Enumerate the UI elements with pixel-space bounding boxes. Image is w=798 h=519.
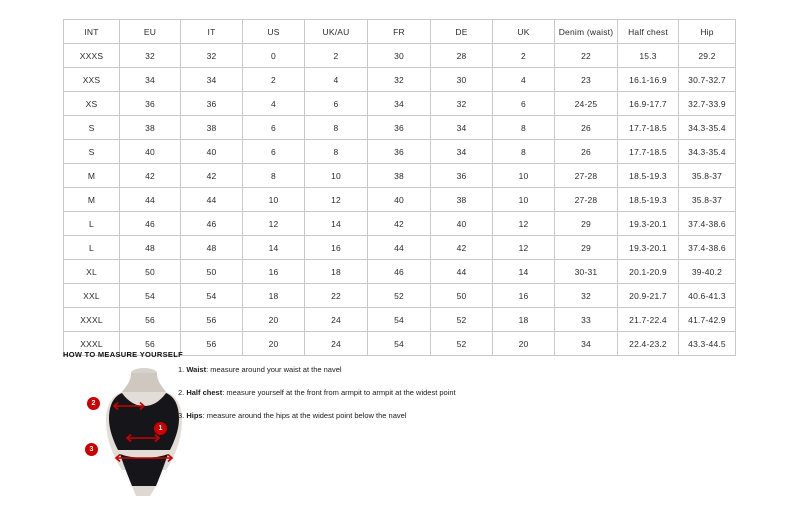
cell-us: 2 xyxy=(243,68,305,92)
cell-it: 54 xyxy=(181,284,243,308)
instruction-text: : measure yourself at the front from armpit to armpit at the widest point xyxy=(222,388,456,397)
cell-denim: 29 xyxy=(555,212,618,236)
cell-eu: 38 xyxy=(120,116,181,140)
cell-uk-au: 22 xyxy=(305,284,368,308)
cell-uk-au: 8 xyxy=(305,116,368,140)
cell-de: 32 xyxy=(431,92,493,116)
column-header-us: US xyxy=(243,20,305,44)
instruction-number: 3. xyxy=(178,411,187,420)
cell-fr: 38 xyxy=(368,164,431,188)
cell-fr: 42 xyxy=(368,212,431,236)
cell-it: 46 xyxy=(181,212,243,236)
cell-us: 18 xyxy=(243,284,305,308)
cell-hip: 37.4-38.6 xyxy=(679,236,736,260)
cell-hip: 34.3-35.4 xyxy=(679,116,736,140)
cell-us: 8 xyxy=(243,164,305,188)
cell-eu: 40 xyxy=(120,140,181,164)
cell-it: 36 xyxy=(181,92,243,116)
cell-de: 50 xyxy=(431,284,493,308)
cell-de: 42 xyxy=(431,236,493,260)
cell-int: L xyxy=(64,236,120,260)
cell-de: 38 xyxy=(431,188,493,212)
cell-uk-au: 8 xyxy=(305,140,368,164)
cell-us: 20 xyxy=(243,308,305,332)
table-row xyxy=(64,92,736,116)
size-table xyxy=(63,19,736,356)
column-header-uk: UK xyxy=(493,20,555,44)
cell-de: 30 xyxy=(431,68,493,92)
cell-de: 52 xyxy=(431,332,493,356)
cell-hip: 34.3-35.4 xyxy=(679,140,736,164)
cell-eu: 48 xyxy=(120,236,181,260)
cell-fr: 36 xyxy=(368,140,431,164)
cell-fr: 54 xyxy=(368,308,431,332)
cell-denim: 24-25 xyxy=(555,92,618,116)
table-row xyxy=(64,284,736,308)
table-row xyxy=(64,164,736,188)
cell-eu: 56 xyxy=(120,332,181,356)
cell-hip: 29.2 xyxy=(679,44,736,68)
column-header-int: INT xyxy=(64,20,120,44)
column-header-uk-au: UK/AU xyxy=(305,20,368,44)
column-header-it: IT xyxy=(181,20,243,44)
cell-fr: 54 xyxy=(368,332,431,356)
cell-int: XS xyxy=(64,92,120,116)
cell-fr: 40 xyxy=(368,188,431,212)
cell-uk-au: 2 xyxy=(305,44,368,68)
cell-hip: 40.6-41.3 xyxy=(679,284,736,308)
cell-de: 28 xyxy=(431,44,493,68)
cell-hip: 35.8-37 xyxy=(679,188,736,212)
cell-uk: 12 xyxy=(493,212,555,236)
cell-int: S xyxy=(64,116,120,140)
cell-denim: 23 xyxy=(555,68,618,92)
cell-hip: 39-40.2 xyxy=(679,260,736,284)
table-row xyxy=(64,140,736,164)
instruction-hips xyxy=(178,410,598,421)
cell-uk-au: 12 xyxy=(305,188,368,212)
cell-int: XXXL xyxy=(64,308,120,332)
cell-uk: 14 xyxy=(493,260,555,284)
cell-uk: 16 xyxy=(493,284,555,308)
instruction-term: Waist xyxy=(186,365,207,374)
badge-half-chest: 2 xyxy=(87,397,100,410)
cell-uk-au: 24 xyxy=(305,308,368,332)
instruction-number: 2. xyxy=(178,388,187,397)
cell-int: XXXS xyxy=(64,44,120,68)
instruction-waist xyxy=(178,364,598,375)
cell-uk: 12 xyxy=(493,236,555,260)
cell-uk: 18 xyxy=(493,308,555,332)
cell-it: 50 xyxy=(181,260,243,284)
table-row xyxy=(64,260,736,284)
cell-half-chest: 15.3 xyxy=(618,44,679,68)
cell-hip: 37.4-38.6 xyxy=(679,212,736,236)
cell-denim: 29 xyxy=(555,236,618,260)
cell-hip: 41.7-42.9 xyxy=(679,308,736,332)
cell-fr: 36 xyxy=(368,116,431,140)
cell-de: 40 xyxy=(431,212,493,236)
cell-fr: 46 xyxy=(368,260,431,284)
cell-uk: 20 xyxy=(493,332,555,356)
cell-uk: 4 xyxy=(493,68,555,92)
cell-eu: 44 xyxy=(120,188,181,212)
cell-eu: 42 xyxy=(120,164,181,188)
cell-uk-au: 24 xyxy=(305,332,368,356)
how-to-measure-title: HOW TO MEASURE YOURSELF xyxy=(63,350,183,359)
cell-eu: 46 xyxy=(120,212,181,236)
cell-us: 6 xyxy=(243,140,305,164)
column-header-fr: FR xyxy=(368,20,431,44)
cell-denim: 26 xyxy=(555,116,618,140)
badge-hips: 3 xyxy=(85,443,98,456)
cell-de: 34 xyxy=(431,140,493,164)
table-row xyxy=(64,116,736,140)
cell-eu: 34 xyxy=(120,68,181,92)
cell-us: 10 xyxy=(243,188,305,212)
column-header-eu: EU xyxy=(120,20,181,44)
table-row xyxy=(64,236,736,260)
cell-half-chest: 21.7-22.4 xyxy=(618,308,679,332)
cell-int: L xyxy=(64,212,120,236)
badge-waist: 1 xyxy=(154,422,167,435)
cell-half-chest: 16.1-16.9 xyxy=(618,68,679,92)
cell-uk-au: 10 xyxy=(305,164,368,188)
column-header-hip: Hip xyxy=(679,20,736,44)
cell-it: 56 xyxy=(181,332,243,356)
cell-hip: 32.7-33.9 xyxy=(679,92,736,116)
cell-it: 32 xyxy=(181,44,243,68)
cell-de: 52 xyxy=(431,308,493,332)
cell-it: 56 xyxy=(181,308,243,332)
column-header-denim-waist: Denim (waist) xyxy=(555,20,618,44)
cell-it: 34 xyxy=(181,68,243,92)
cell-us: 6 xyxy=(243,116,305,140)
instruction-text: : measure around the hips at the widest point below the navel xyxy=(202,411,407,420)
cell-denim: 33 xyxy=(555,308,618,332)
cell-half-chest: 22.4-23.2 xyxy=(618,332,679,356)
instruction-text: : measure around your waist at the navel xyxy=(206,365,342,374)
cell-uk-au: 6 xyxy=(305,92,368,116)
column-header-de: DE xyxy=(431,20,493,44)
cell-eu: 50 xyxy=(120,260,181,284)
cell-uk: 10 xyxy=(493,164,555,188)
cell-uk: 10 xyxy=(493,188,555,212)
cell-int: XXXL xyxy=(64,332,120,356)
instruction-number: 1. xyxy=(178,365,187,374)
cell-int: S xyxy=(64,140,120,164)
instruction-term: Hips xyxy=(186,411,203,420)
cell-uk: 8 xyxy=(493,116,555,140)
cell-fr: 30 xyxy=(368,44,431,68)
cell-de: 36 xyxy=(431,164,493,188)
table-row xyxy=(64,212,736,236)
cell-fr: 44 xyxy=(368,236,431,260)
cell-it: 40 xyxy=(181,140,243,164)
cell-int: XXS xyxy=(64,68,120,92)
cell-denim: 30-31 xyxy=(555,260,618,284)
cell-denim: 22 xyxy=(555,44,618,68)
cell-int: M xyxy=(64,188,120,212)
cell-denim: 26 xyxy=(555,140,618,164)
cell-int: M xyxy=(64,164,120,188)
cell-hip: 43.3-44.5 xyxy=(679,332,736,356)
cell-denim: 32 xyxy=(555,284,618,308)
cell-fr: 52 xyxy=(368,284,431,308)
cell-us: 14 xyxy=(243,236,305,260)
cell-half-chest: 19.3-20.1 xyxy=(618,212,679,236)
cell-fr: 32 xyxy=(368,68,431,92)
cell-uk: 8 xyxy=(493,140,555,164)
cell-half-chest: 16.9-17.7 xyxy=(618,92,679,116)
cell-uk: 2 xyxy=(493,44,555,68)
table-row xyxy=(64,308,736,332)
cell-hip: 30.7-32.7 xyxy=(679,68,736,92)
cell-it: 38 xyxy=(181,116,243,140)
cell-uk-au: 16 xyxy=(305,236,368,260)
cell-int: XL xyxy=(64,260,120,284)
cell-us: 0 xyxy=(243,44,305,68)
table-row xyxy=(64,188,736,212)
cell-hip: 35.8-37 xyxy=(679,164,736,188)
cell-us: 20 xyxy=(243,332,305,356)
cell-eu: 32 xyxy=(120,44,181,68)
table-row xyxy=(64,68,736,92)
cell-us: 4 xyxy=(243,92,305,116)
cell-half-chest: 17.7-18.5 xyxy=(618,116,679,140)
measure-instructions xyxy=(178,364,598,433)
cell-uk-au: 4 xyxy=(305,68,368,92)
cell-half-chest: 18.5-19.3 xyxy=(618,188,679,212)
instruction-term: Half chest xyxy=(186,388,223,397)
cell-us: 12 xyxy=(243,212,305,236)
cell-eu: 36 xyxy=(120,92,181,116)
cell-eu: 54 xyxy=(120,284,181,308)
cell-denim: 27-28 xyxy=(555,188,618,212)
table-row xyxy=(64,44,736,68)
size-table-container xyxy=(63,19,735,356)
cell-uk-au: 18 xyxy=(305,260,368,284)
table-header-row xyxy=(64,20,736,44)
cell-denim: 27-28 xyxy=(555,164,618,188)
cell-eu: 56 xyxy=(120,308,181,332)
cell-half-chest: 17.7-18.5 xyxy=(618,140,679,164)
cell-half-chest: 19.3-20.1 xyxy=(618,236,679,260)
cell-denim: 34 xyxy=(555,332,618,356)
cell-half-chest: 18.5-19.3 xyxy=(618,164,679,188)
cell-uk: 6 xyxy=(493,92,555,116)
cell-int: XXL xyxy=(64,284,120,308)
column-header-half-chest: Half chest xyxy=(618,20,679,44)
cell-us: 16 xyxy=(243,260,305,284)
cell-fr: 34 xyxy=(368,92,431,116)
instruction-half-chest xyxy=(178,387,598,398)
cell-it: 44 xyxy=(181,188,243,212)
cell-de: 34 xyxy=(431,116,493,140)
cell-half-chest: 20.1-20.9 xyxy=(618,260,679,284)
cell-half-chest: 20.9-21.7 xyxy=(618,284,679,308)
cell-it: 48 xyxy=(181,236,243,260)
cell-uk-au: 14 xyxy=(305,212,368,236)
cell-de: 44 xyxy=(431,260,493,284)
cell-it: 42 xyxy=(181,164,243,188)
